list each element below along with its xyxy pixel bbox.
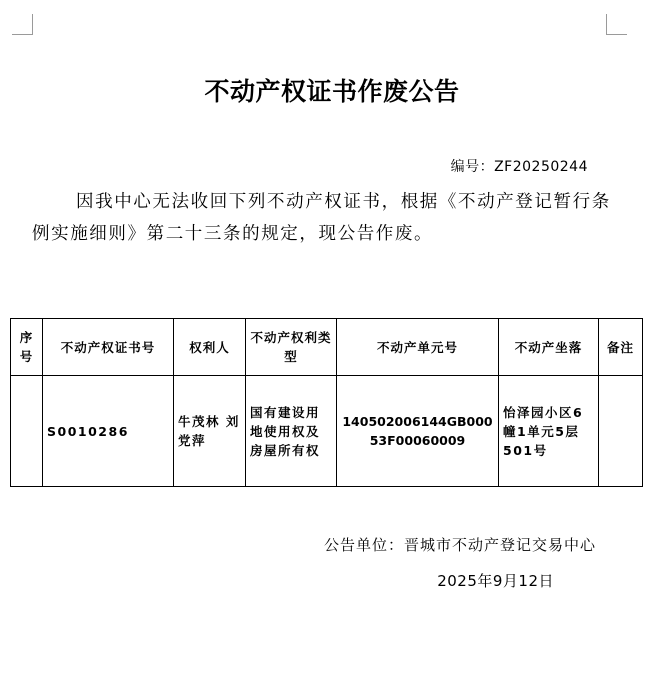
document-number: 编号：ZF20250244 xyxy=(450,159,588,175)
certificate-table xyxy=(10,318,643,487)
cell-remark xyxy=(599,376,643,487)
header-holder: 权利人 xyxy=(174,319,246,376)
header-remark: 备注 xyxy=(599,319,643,376)
cell-seq xyxy=(11,376,43,487)
header-unit-no: 不动产单元号 xyxy=(337,319,499,376)
cell-location: 怡泽园小区6幢1单元5层501号 xyxy=(499,376,599,487)
cell-cert-no: S0010286 xyxy=(43,376,174,487)
cell-holder: 牛茂林 刘党萍 xyxy=(174,376,246,487)
issue-date: 2025年9月12日 xyxy=(437,572,554,590)
header-location: 不动产坐落 xyxy=(499,319,599,376)
page-corner-mark-top-left xyxy=(12,14,33,35)
header-cert-no: 不动产权证书号 xyxy=(43,319,174,376)
cell-unit-no: 140502006144GB00053F00060009 xyxy=(337,376,499,487)
page-corner-mark-top-right xyxy=(606,14,627,35)
notice-body: 因我中心无法收回下列不动产权证书，根据《不动产登记暂行条例实施细则》第二十三条的规定，现公告作废。 xyxy=(32,192,611,244)
table-row xyxy=(11,376,643,487)
document-title: 不动产权证书作废公告 xyxy=(204,77,460,106)
cell-right-type: 国有建设用地使用权及房屋所有权 xyxy=(246,376,337,487)
header-seq: 序号 xyxy=(11,319,43,376)
issuer-line: 公告单位：晋城市不动产登记交易中心 xyxy=(323,536,596,554)
header-right-type: 不动产权利类型 xyxy=(246,319,337,376)
table-header-row xyxy=(11,319,643,376)
